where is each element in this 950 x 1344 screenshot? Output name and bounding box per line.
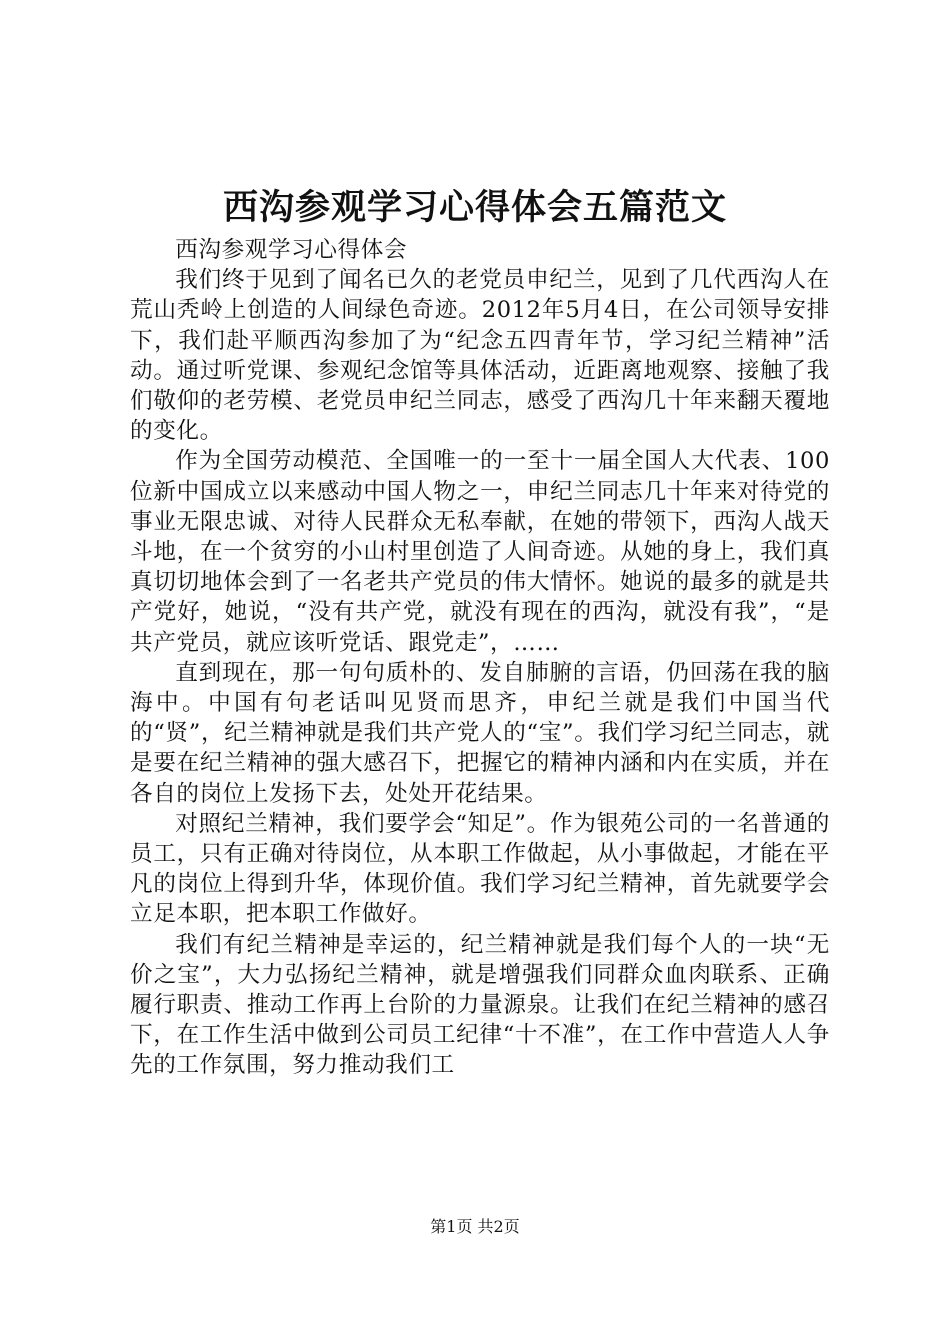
paragraph-4: 对照纪兰精神，我们要学会“知足”。作为银苑公司的一名普通的员工，只有正确对待岗位，从本职工作做起，从小事做起，才能在平凡的岗位上得到升华，体现价值。我们学习纪兰精神，首先就要学会立足本职，把本职工作做好。: [130, 810, 830, 928]
paragraph-3: 直到现在，那一句句质朴的、发自肺腑的言语，仍回荡在我的脑海中。中国有句老话叫见贤而思齐，申纪兰就是我们中国当代的“贤”，纪兰精神就是我们共产党人的“宝”。我们学习纪兰同志，就是要在纪兰精神的强大感召下，把握它的精神内涵和内在实质，并在各自的岗位上发扬下去，处处开花结果。: [130, 659, 830, 807]
document-title: 西沟参观学习心得体会五篇范文: [222, 187, 727, 228]
paragraph-2: 作为全国劳动模范、全国唯一的一至十一届全国人大代表、100位新中国成立以来感动中国人物之一，申纪兰同志几十年来对待党的事业无限忠诚、对待人民群众无私奉献，在她的带领下，西沟人战天斗地，在一个贫穷的小山村里创造了人间奇迹。从她的身上，我们真真切切地体会到了一名老共产党员的伟大情怀。她说的最多的就是共产党好，她说，“没有共产党，就没有现在的西沟，就没有我”，“是共产党员，就应该听党话、跟党走”，……: [130, 448, 830, 656]
paragraph-1: 我们终于见到了闻名已久的老党员申纪兰，见到了几代西沟人在荒山秃岭上创造的人间绿色奇迹。2012年5月4日，在公司领导安排下，我们赴平顺西沟参加了为“纪念五四青年节，学习纪兰精神”活动。通过听党课、参观纪念馆等具体活动，近距离地观察、接触了我们敬仰的老劳模、老党员申纪兰同志，感受了西沟几十年来翻天覆地的变化。: [130, 267, 830, 445]
page-number-footer: 第1页 共2页: [430, 1217, 520, 1236]
document-subtitle: 西沟参观学习心得体会: [175, 237, 408, 263]
document-body: [130, 235, 830, 1081]
paragraph-5: 我们有纪兰精神是幸运的，纪兰精神就是我们每个人的一块“无价之宝”，大力弘扬纪兰精神，就是增强我们同群众血肉联系、正确履行职责、推动工作再上台阶的力量源泉。让我们在纪兰精神的感召下，在工作生活中做到公司员工纪律“十不准”，在工作中营造人人争先的工作氛围，努力推动我们工: [130, 931, 830, 1079]
